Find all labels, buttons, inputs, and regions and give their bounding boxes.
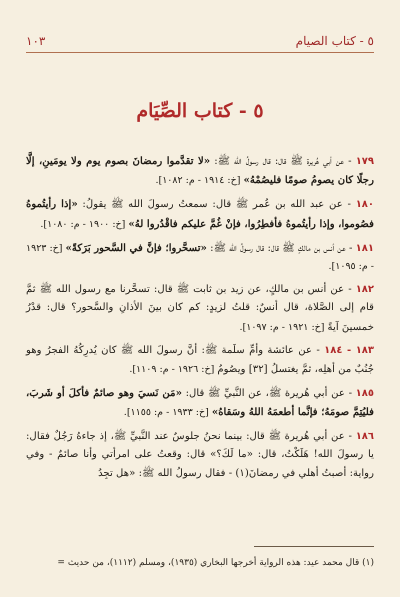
- hadith-paragraph: [26, 195, 374, 233]
- hadith-number: ١٨٥: [355, 388, 374, 400]
- hadith-paragraph: [26, 342, 374, 379]
- hadith-number: ١٨٢: [355, 284, 374, 296]
- hadith-text: «لا تقدَّموا رمضانَ بصوم يوم ولا يومَينِ، إلَّا رجلًا كان يصومُ صومًا فليصُمْهُ»: [26, 155, 374, 187]
- hadith-number: ١٨٦: [355, 430, 374, 442]
- hadith-paragraph: [26, 428, 374, 484]
- hadith-reference: [خ: ١٩٢١ - م: ١٠٩٧].: [239, 321, 328, 333]
- hadith-number: ١٨٠: [355, 199, 374, 211]
- page-number: ١٠٣: [26, 34, 46, 48]
- hadith-narration: - عن أبي هُريرة ﷺ، عن النَّبيِّ ﷺ قال:: [181, 388, 356, 400]
- hadith-paragraph: [26, 152, 374, 190]
- hadith-narration: - عن أنس بن مالكٍ ﷺ قال: قال رسولُ الله ﷺ:: [206, 242, 356, 254]
- hadith-text: «تسحَّروا؛ فإنَّ في السَّحور بَرَكةً»: [65, 241, 207, 254]
- footnote-rule: [254, 546, 374, 547]
- hadith-reference: [خ: ١٩٢٣ - م: ١٠٩٥].: [26, 242, 374, 273]
- hadith-paragraph: [26, 384, 374, 422]
- hadith-reference: [خ: ١٩٢٦ - م: ١١٠٩].: [129, 364, 218, 376]
- hadith-narration: - عن عبد الله بن عُمر ﷺ قال: سمعتُ رسولَ الله ﷺ يقولُ:: [77, 199, 356, 211]
- hadith-number: ١٧٩: [355, 156, 374, 167]
- hadith-reference: [خ: ١٩٠٠ - م: ١٠٨٠].: [40, 218, 129, 230]
- hadith-text: «إذا رأيتُموهُ فصُوموا، وإذا رأيتُموهُ فأفطِرُوا، فإنْ غُمَّ عليكم فاقْدُروا لهُ»: [26, 198, 374, 230]
- hadith-number: ١٨١: [355, 242, 374, 254]
- hadith-narration: - عن أنس بن مالكٍ، عن زيد بن ثابت ﷺ قال: تسحَّرنا مع رسول الله ﷺ ثمَّ قام إلى الصَّلاة، قال أنسٌ: قلتُ لزيدٍ: كم كان بينَ الأذانِ والسَّحور؟ قال: قدْرُ خمسينَ آيةً: [26, 284, 374, 333]
- hadith-paragraph: [26, 281, 374, 337]
- running-title: ٥ - كتاب الصيام: [295, 34, 374, 48]
- hadith-narration: - عن أبي هُريرة ﷺ قال: قال رسولُ الله ﷺ:: [210, 156, 356, 167]
- footnote: (١) قال محمد عيد: هذه الرواية أخرجها البخاري (١٩٣٥)، ومسلم (١١١٢)، من حديث =: [57, 558, 374, 568]
- hadith-list: [26, 152, 374, 488]
- hadith-paragraph: [26, 239, 374, 276]
- hadith-reference: [خ: ١٩٣٣ - م: ١١٥٥].: [123, 407, 212, 419]
- chapter-title: ٥ - كتاب الصِّيَام: [136, 100, 264, 122]
- hadith-narration: - عن أبي هُريرة ﷺ قال: بينما نحنُ جلوسٌ عند النَّبيِّ ﷺ، إذ جاءهُ رَجُلٌ فقال: يا رسولَ الله! هَلَكْتُ، قال: «ما لَكَ؟» قال: وقعتُ على امرأتي وأنا صائمٌ - وفي رواية: أصبتُ أهلي في رمضانَ(١) - فقال رسولُ الله ﷺ: «هل تجِدُ: [26, 430, 374, 480]
- hadith-number: ١٨٣ - ١٨٤: [324, 344, 374, 356]
- header-rule: [26, 52, 374, 53]
- hadith-reference: [خ: ١٩١٤ - م: ١٠٨٢].: [155, 175, 244, 187]
- hadith-narration: - عن عائشة وأمِّ سلَمة ﷺ: أنَّ رسولَ الله ﷺ كان يُدرِكُهُ الفجرُ وهو جُنُبٌ من أهلِه، ثمَّ يغتسلُ [٣٢] ويصُومُ: [26, 344, 374, 376]
- hadith-text: «مَن نَسيَ وهو صائمٌ فأكلَ أو شَربَ، فليُتِمَّ صومَهُ؛ فإنَّما أطعمَهُ اللهُ وسَقاهُ»: [26, 387, 374, 419]
- running-header: [26, 30, 374, 48]
